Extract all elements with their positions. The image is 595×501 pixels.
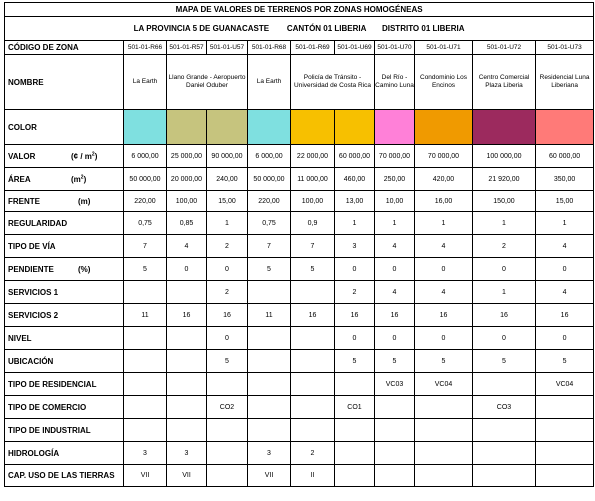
valor-cell: 25 000,00 (167, 145, 207, 168)
tipo-comercio-cell: CO2 (207, 396, 248, 419)
zone-name: Del Río - Camino Luna (375, 55, 415, 110)
tipo-via-cell: 4 (415, 235, 473, 258)
ubicacion-row (5, 350, 594, 373)
nivel-cell: 0 (375, 327, 415, 350)
tipo-residencial-cell (473, 373, 536, 396)
color-row (5, 110, 594, 145)
regularidad-cell: 0,85 (167, 212, 207, 235)
valor-cell: 90 000,00 (207, 145, 248, 168)
tipo-residencial-cell (207, 373, 248, 396)
zone-name: Policía de Tránsito - Universidad de Costa Rica (291, 55, 375, 110)
nivel-cell: 0 (473, 327, 536, 350)
pendiente-cell: 0 (473, 258, 536, 281)
color-swatch (124, 110, 167, 145)
tipo-comercio-cell: CO1 (335, 396, 375, 419)
code-cell: 501-01-U69 (335, 41, 375, 55)
code-cell: 501-01-R57 (167, 41, 207, 55)
ubicacion-cell: 5 (473, 350, 536, 373)
nivel-cell: 0 (207, 327, 248, 350)
pendiente-row (5, 258, 594, 281)
nivel-cell (248, 327, 291, 350)
code-cell: 501-01-U72 (473, 41, 536, 55)
province-text: LA PROVINCIA 5 DE GUANACASTE (133, 24, 270, 33)
hidrologia-cell: 3 (167, 442, 207, 465)
subtitle-row (5, 17, 594, 41)
tipo-residencial-cell (335, 373, 375, 396)
tipo-via-cell: 4 (536, 235, 594, 258)
area-cell: 420,00 (415, 168, 473, 191)
servicios1-cell (248, 281, 291, 304)
nivel-cell (124, 327, 167, 350)
cap-uso-cell (473, 465, 536, 487)
location-subtitle (5, 17, 594, 41)
valor-cell: 22 000,00 (291, 145, 335, 168)
ubicacion-cell (124, 350, 167, 373)
servicios1-cell: 4 (415, 281, 473, 304)
tipo-via-cell: 4 (167, 235, 207, 258)
tipo-via-cell: 7 (124, 235, 167, 258)
color-swatch (536, 110, 594, 145)
valor-cell: 70 000,00 (375, 145, 415, 168)
pendiente-cell: 0 (335, 258, 375, 281)
label-nivel: NIVEL (5, 327, 124, 350)
zone-name: Residencial Luna Liberiana (536, 55, 594, 110)
tipo-industrial-cell (415, 419, 473, 442)
color-swatch (291, 110, 335, 145)
pendiente-cell: 5 (124, 258, 167, 281)
pendiente-cell: 0 (536, 258, 594, 281)
servicios2-cell: 11 (248, 304, 291, 327)
servicios1-row (5, 281, 594, 304)
area-cell: 460,00 (335, 168, 375, 191)
tipo-comercio-cell (536, 396, 594, 419)
valor-cell: 60 000,00 (335, 145, 375, 168)
cap-uso-cell: VII (124, 465, 167, 487)
tipo-residencial-cell: VC04 (415, 373, 473, 396)
tipo-industrial-cell (291, 419, 335, 442)
tipo-via-cell: 7 (291, 235, 335, 258)
tipo-industrial-cell (335, 419, 375, 442)
tipo-residencial-cell (248, 373, 291, 396)
zone-values-table (4, 2, 594, 487)
tipo-residencial-cell (291, 373, 335, 396)
tipo-industrial-cell (248, 419, 291, 442)
tipo-industrial-cell (473, 419, 536, 442)
servicios1-cell: 2 (335, 281, 375, 304)
color-swatch (473, 110, 536, 145)
servicios2-cell: 16 (375, 304, 415, 327)
pendiente-cell: 5 (291, 258, 335, 281)
label-tipo-comercio: TIPO DE COMERCIO (5, 396, 124, 419)
hidrologia-cell (335, 442, 375, 465)
area-cell: 20 000,00 (167, 168, 207, 191)
area-cell: 50 000,00 (124, 168, 167, 191)
servicios1-cell: 2 (207, 281, 248, 304)
cap-uso-cell: VII (248, 465, 291, 487)
district-text: DISTRITO 01 LIBERIA (381, 24, 465, 33)
servicios2-row (5, 304, 594, 327)
label-servicios2: SERVICIOS 2 (5, 304, 124, 327)
pendiente-cell: 0 (207, 258, 248, 281)
ubicacion-cell (291, 350, 335, 373)
names-row (5, 55, 594, 110)
tipo-via-cell: 7 (248, 235, 291, 258)
servicios1-cell: 4 (536, 281, 594, 304)
cap-uso-cell (207, 465, 248, 487)
tipo-residencial-cell: VC03 (375, 373, 415, 396)
tipo-industrial-cell (536, 419, 594, 442)
ubicacion-cell (248, 350, 291, 373)
tipo-comercio-cell (248, 396, 291, 419)
zone-name: La Earth (124, 55, 167, 110)
hidrologia-cell (207, 442, 248, 465)
table-title: MAPA DE VALORES DE TERRENOS POR ZONAS HOMOGÉNEAS (5, 3, 594, 17)
label-tipo-residencial: TIPO DE RESIDENCIAL (5, 373, 124, 396)
valor-cell: 6 000,00 (124, 145, 167, 168)
tipo-industrial-cell (124, 419, 167, 442)
valor-cell: 60 000,00 (536, 145, 594, 168)
servicios2-cell: 16 (536, 304, 594, 327)
tipo-residencial-cell (124, 373, 167, 396)
hidrologia-row (5, 442, 594, 465)
frente-cell: 16,00 (415, 191, 473, 212)
cap-uso-cell (375, 465, 415, 487)
label-cap-uso: CAP. USO DE LAS TIERRAS (5, 465, 124, 487)
cap-uso-cell (335, 465, 375, 487)
regularidad-cell: 0,9 (291, 212, 335, 235)
tipo-comercio-cell (291, 396, 335, 419)
label-frente (5, 191, 124, 212)
label-color: COLOR (5, 110, 124, 145)
area-unit: $(m^2)$ (71, 173, 87, 184)
regularidad-row (5, 212, 594, 235)
area-row (5, 168, 594, 191)
nivel-cell: 0 (335, 327, 375, 350)
frente-cell: 15,00 (536, 191, 594, 212)
tipo-comercio-cell (375, 396, 415, 419)
valor-unit: (¢ / $m^2$) (71, 150, 98, 161)
tipo-residencial-cell (167, 373, 207, 396)
ubicacion-cell: 5 (415, 350, 473, 373)
tipo-via-row (5, 235, 594, 258)
label-ubicacion: UBICACIÓN (5, 350, 124, 373)
frente-cell: 15,00 (207, 191, 248, 212)
tipo-via-cell: 2 (207, 235, 248, 258)
frente-cell: 220,00 (248, 191, 291, 212)
tipo-residencial-cell: VC04 (536, 373, 594, 396)
servicios1-cell (167, 281, 207, 304)
label-tipo-via: TIPO DE VÍA (5, 235, 124, 258)
tipo-comercio-cell (167, 396, 207, 419)
hidrologia-cell (536, 442, 594, 465)
code-cell: 501-01-U57 (207, 41, 248, 55)
area-cell: 50 000,00 (248, 168, 291, 191)
servicios2-cell: 16 (291, 304, 335, 327)
valor-text: VALOR (8, 151, 36, 161)
tipo-industrial-cell (207, 419, 248, 442)
nivel-cell: 0 (536, 327, 594, 350)
tipo-industrial-cell (167, 419, 207, 442)
servicios1-cell: 4 (375, 281, 415, 304)
servicios1-cell (124, 281, 167, 304)
regularidad-cell: 0,75 (124, 212, 167, 235)
code-cell: 501-01-U73 (536, 41, 594, 55)
hidrologia-cell: 2 (291, 442, 335, 465)
color-swatch (167, 110, 207, 145)
label-tipo-industrial: TIPO DE INDUSTRIAL (5, 419, 124, 442)
hidrologia-cell: 3 (248, 442, 291, 465)
regularidad-cell: 1 (207, 212, 248, 235)
color-swatch (207, 110, 248, 145)
code-cell: 501-01-R66 (124, 41, 167, 55)
tipo-residencial-row (5, 373, 594, 396)
zone-name: Centro Comercial Plaza Liberia (473, 55, 536, 110)
tipo-via-cell: 2 (473, 235, 536, 258)
tipo-via-cell: 3 (335, 235, 375, 258)
area-cell: 21 920,00 (473, 168, 536, 191)
frente-text: FRENTE (8, 196, 40, 206)
nivel-row (5, 327, 594, 350)
ubicacion-cell: 5 (536, 350, 594, 373)
hidrologia-cell (415, 442, 473, 465)
servicios2-cell: 16 (207, 304, 248, 327)
pendiente-unit: (%) (78, 264, 91, 274)
cap-uso-cell (415, 465, 473, 487)
servicios2-cell: 16 (473, 304, 536, 327)
regularidad-cell: 1 (415, 212, 473, 235)
servicios2-cell: 16 (167, 304, 207, 327)
pendiente-cell: 5 (248, 258, 291, 281)
color-swatch (375, 110, 415, 145)
cap-uso-cell (536, 465, 594, 487)
area-cell: 240,00 (207, 168, 248, 191)
servicios1-cell: 1 (473, 281, 536, 304)
servicios2-cell: 11 (124, 304, 167, 327)
valor-cell: 70 000,00 (415, 145, 473, 168)
color-swatch (335, 110, 375, 145)
code-cell: 501-01-U70 (375, 41, 415, 55)
valor-cell: 100 000,00 (473, 145, 536, 168)
code-cell: 501-01-R68 (248, 41, 291, 55)
regularidad-cell: 1 (375, 212, 415, 235)
cap-uso-row (5, 465, 594, 487)
cap-uso-cell: VII (167, 465, 207, 487)
frente-row (5, 191, 594, 212)
area-cell: 11 000,00 (291, 168, 335, 191)
servicios2-cell: 16 (415, 304, 473, 327)
ubicacion-cell: 5 (335, 350, 375, 373)
label-hidrologia: HIDROLOGÍA (5, 442, 124, 465)
tipo-comercio-cell (124, 396, 167, 419)
area-cell: 350,00 (536, 168, 594, 191)
frente-cell: 10,00 (375, 191, 415, 212)
valor-cell: 6 000,00 (248, 145, 291, 168)
ubicacion-cell: 5 (375, 350, 415, 373)
pendiente-text: PENDIENTE (8, 264, 54, 274)
tipo-industrial-cell (375, 419, 415, 442)
frente-cell: 150,00 (473, 191, 536, 212)
label-nombre: NOMBRE (5, 55, 124, 110)
regularidad-cell: 1 (536, 212, 594, 235)
frente-cell: 13,00 (335, 191, 375, 212)
title-row (5, 3, 594, 17)
label-codigo: CÓDIGO DE ZONA (5, 41, 124, 55)
ubicacion-cell (167, 350, 207, 373)
tipo-comercio-cell (415, 396, 473, 419)
hidrologia-cell (473, 442, 536, 465)
zone-name: Llano Grande - Aeropuerto Daniel Oduber (167, 55, 248, 110)
pendiente-cell: 0 (375, 258, 415, 281)
tipo-industrial-row (5, 419, 594, 442)
frente-cell: 100,00 (291, 191, 335, 212)
nivel-cell: 0 (415, 327, 473, 350)
ubicacion-cell: 5 (207, 350, 248, 373)
label-pendiente (5, 258, 124, 281)
hidrologia-cell (375, 442, 415, 465)
nivel-cell (167, 327, 207, 350)
valor-row (5, 145, 594, 168)
color-swatch (415, 110, 473, 145)
label-area (5, 168, 124, 191)
zone-name: Condominio Los Encinos (415, 55, 473, 110)
code-cell: 501-01-R69 (291, 41, 335, 55)
hidrologia-cell: 3 (124, 442, 167, 465)
tipo-via-cell: 4 (375, 235, 415, 258)
regularidad-cell: 1 (335, 212, 375, 235)
servicios2-cell: 16 (335, 304, 375, 327)
tipo-comercio-row (5, 396, 594, 419)
pendiente-cell: 0 (167, 258, 207, 281)
label-servicios1: SERVICIOS 1 (5, 281, 124, 304)
nivel-cell (291, 327, 335, 350)
zone-name: La Earth (248, 55, 291, 110)
label-valor (5, 145, 124, 168)
cap-uso-cell: II (291, 465, 335, 487)
tipo-comercio-cell: CO3 (473, 396, 536, 419)
frente-cell: 100,00 (167, 191, 207, 212)
frente-cell: 220,00 (124, 191, 167, 212)
label-regularidad: REGULARIDAD (5, 212, 124, 235)
regularidad-cell: 0,75 (248, 212, 291, 235)
codes-row (5, 41, 594, 55)
area-cell: 250,00 (375, 168, 415, 191)
regularidad-cell: 1 (473, 212, 536, 235)
servicios1-cell (291, 281, 335, 304)
canton-text: CANTÓN 01 LIBERIA (286, 24, 367, 33)
pendiente-cell: 0 (415, 258, 473, 281)
color-swatch (248, 110, 291, 145)
area-text: ÁREA (8, 174, 31, 184)
code-cell: 501-01-U71 (415, 41, 473, 55)
frente-unit: (m) (78, 196, 91, 206)
